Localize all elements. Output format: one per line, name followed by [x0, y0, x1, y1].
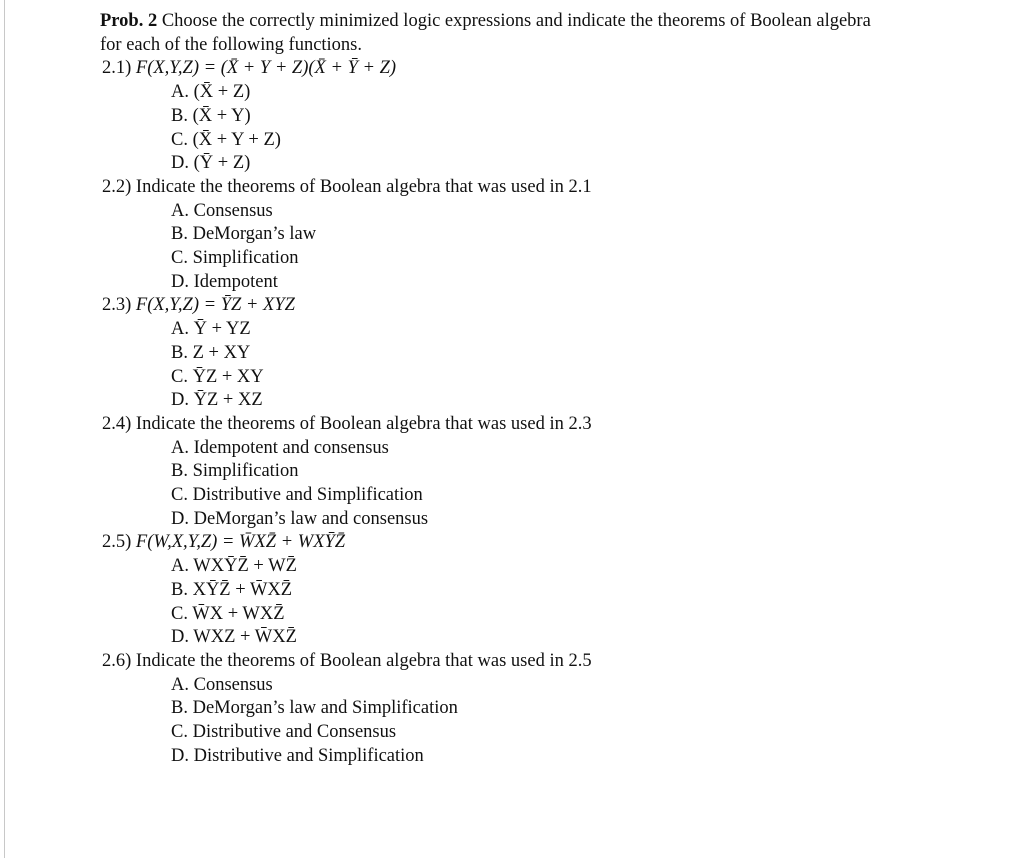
option-b: B. DeMorgan’s law and Simplification: [171, 698, 458, 719]
question-function: F(X,Y,Z) = (X̄ + Y + Z)(X̄ + Ȳ + Z): [135, 58, 397, 79]
question-2-3: [100, 294, 900, 318]
option-d: D. (Ȳ + Z): [171, 153, 251, 174]
option-a: A. WXȲZ̄ + WZ̄: [171, 556, 297, 577]
option-c: C. Distributive and Simplification: [171, 485, 423, 506]
option-c: C. Simplification: [171, 248, 299, 269]
question-text: Indicate the theorems of Boolean algebra that was used in 2.5: [135, 650, 592, 671]
question-number: 2.2): [102, 176, 132, 197]
option-d: D. DeMorgan’s law and consensus: [171, 508, 429, 529]
option-a: A. Consensus: [171, 200, 273, 221]
option-d: D. Distributive and Simplification: [171, 745, 424, 766]
option-d: D. ȲZ + XZ: [171, 390, 263, 411]
problem-label: Prob. 2: [100, 11, 158, 31]
option-b: B. (X̄ + Y): [171, 105, 251, 126]
question-function: F(W,X,Y,Z) = W̄XZ̄ + WXȲZ̄: [135, 532, 346, 553]
question-number: 2.3): [102, 295, 132, 316]
option-b: B. Z + XY: [171, 342, 251, 363]
option-c: C. Distributive and Consensus: [171, 722, 397, 743]
question-2-2: [100, 176, 900, 200]
option-b: B. Simplification: [171, 461, 299, 482]
option-d: D. Idempotent: [171, 271, 278, 292]
option-b: B. DeMorgan’s law: [171, 224, 317, 245]
question-2-6: [100, 650, 900, 674]
question-function: F(X,Y,Z) = ȲZ + XYZ: [135, 295, 295, 316]
option-c: C. W̄X + WXZ̄: [171, 603, 285, 624]
problem-text: Choose the correctly minimized logic expressions and indicate the theorems of Boolean algebra for each of the following functions.: [100, 11, 871, 55]
question-number: 2.6): [102, 650, 132, 671]
question-number: 2.5): [102, 532, 132, 553]
document-body: [100, 10, 900, 769]
page-left-border: [4, 0, 5, 858]
problem-statement: [100, 10, 890, 57]
option-b: B. XȲZ̄ + W̄XZ̄: [171, 579, 293, 600]
question-number: 2.1): [102, 58, 132, 79]
question-text: Indicate the theorems of Boolean algebra that was used in 2.1: [135, 176, 592, 197]
question-number: 2.4): [102, 413, 132, 434]
option-c: C. ȲZ + XY: [171, 366, 264, 387]
option-a: A. Idempotent and consensus: [171, 437, 389, 458]
option-a: A. (X̄ + Z): [171, 82, 251, 103]
question-2-4: [100, 413, 900, 437]
question-2-1: [100, 57, 900, 81]
option-a: A. Consensus: [171, 674, 273, 695]
option-a: A. Ȳ + YZ: [171, 319, 251, 340]
option-d: D. WXZ + W̄XZ̄: [171, 627, 297, 648]
question-2-5: [100, 531, 900, 555]
question-text: Indicate the theorems of Boolean algebra that was used in 2.3: [135, 413, 592, 434]
option-c: C. (X̄ + Y + Z): [171, 129, 281, 150]
